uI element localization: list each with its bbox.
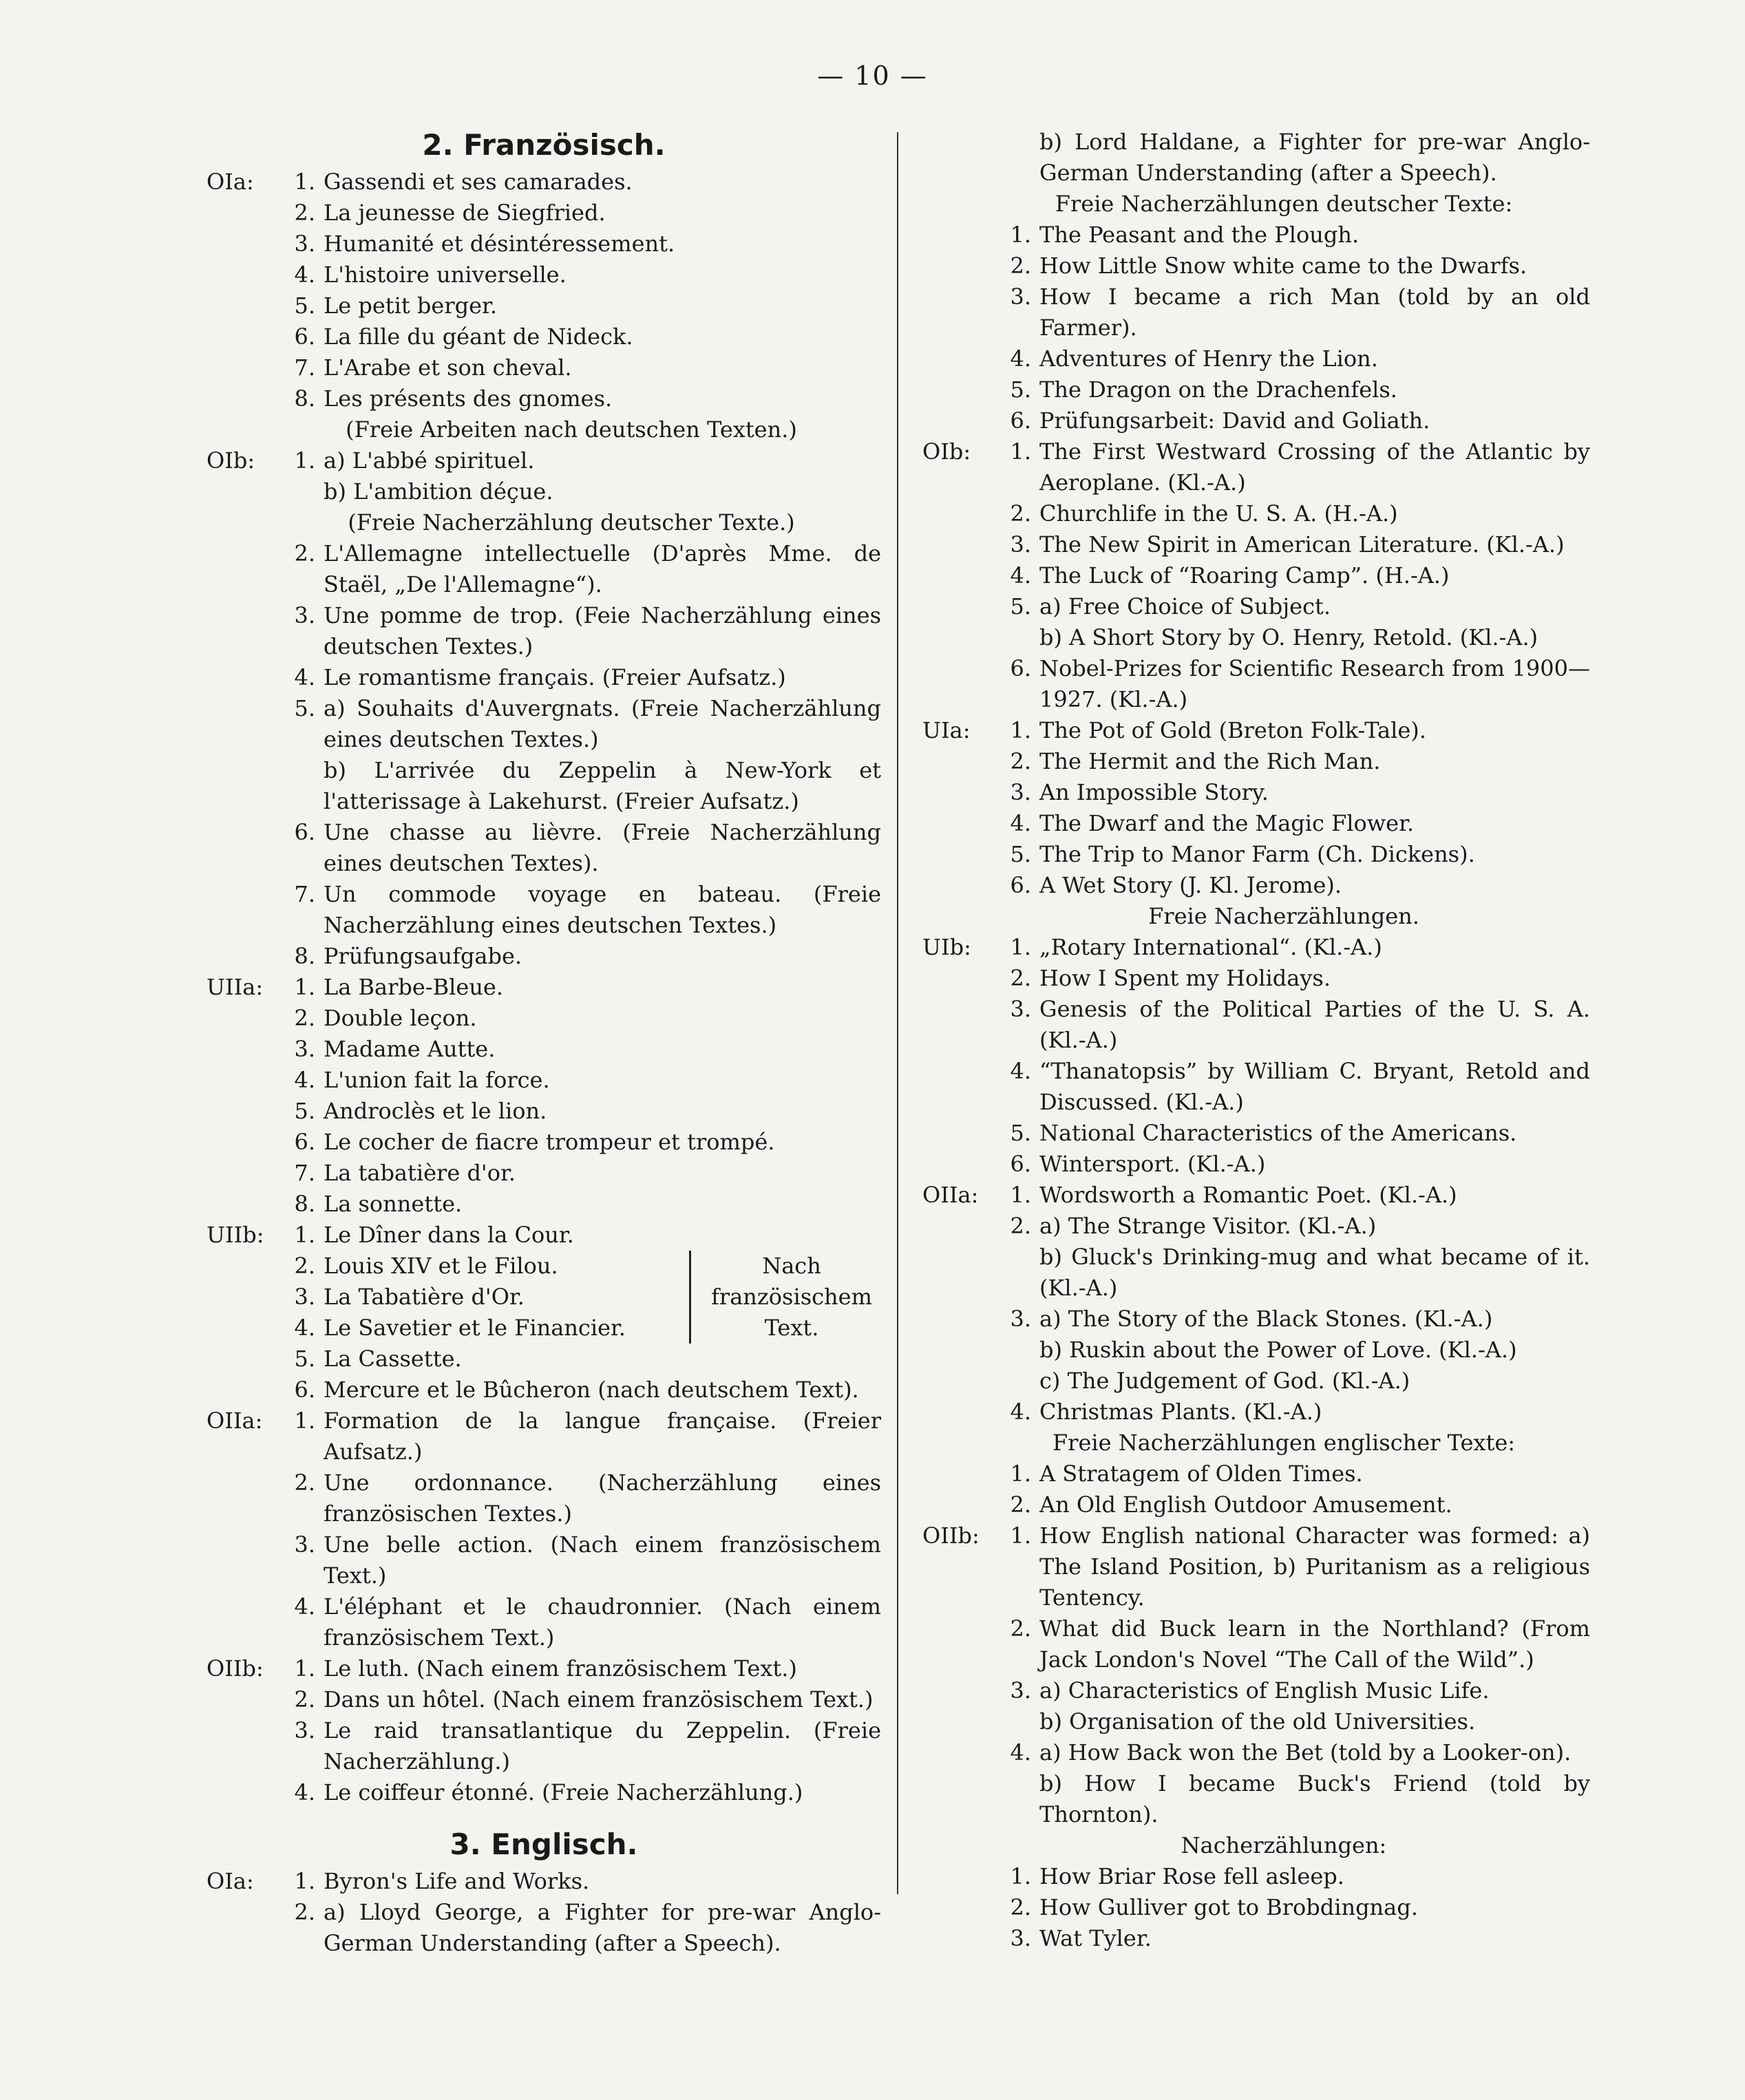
item-text: Le Savetier et le Financier. bbox=[324, 1315, 626, 1341]
item-number: 1. bbox=[294, 1408, 315, 1434]
list-item bbox=[207, 1406, 881, 1467]
item-number: 3. bbox=[1010, 531, 1031, 558]
list-item bbox=[922, 839, 1590, 870]
item-number: 1. bbox=[294, 974, 315, 1000]
item-text: How I Spent my Holidays. bbox=[1039, 965, 1331, 991]
item-number: 4. bbox=[294, 262, 315, 288]
item-number: 6. bbox=[294, 1377, 315, 1403]
item-text: Gassendi et ses camarades. bbox=[324, 169, 633, 195]
list-item bbox=[922, 1459, 1590, 1489]
list-item bbox=[207, 321, 881, 352]
list-item bbox=[207, 1467, 881, 1529]
item-number: 8. bbox=[294, 1191, 315, 1217]
item-number: 2. bbox=[294, 200, 315, 226]
item-text: Wat Tyler. bbox=[1039, 1925, 1152, 1951]
bracketed-group bbox=[207, 1220, 881, 1375]
list-item bbox=[207, 693, 881, 755]
french-list bbox=[207, 1375, 881, 1808]
item-text: Prüfungsarbeit: David and Goliath. bbox=[1039, 407, 1430, 434]
item-number: 6. bbox=[1010, 407, 1031, 434]
item-text: Wintersport. (Kl.-A.) bbox=[1039, 1151, 1266, 1177]
list-item bbox=[922, 436, 1590, 498]
list-item bbox=[922, 653, 1590, 715]
item-text: a) Free Choice of Subject. bbox=[1039, 593, 1331, 619]
item-text: Byron's Life and Works. bbox=[324, 1868, 590, 1894]
item-number: 2. bbox=[1010, 965, 1031, 991]
item-number: 2. bbox=[294, 1686, 315, 1712]
item-number: 4. bbox=[294, 1067, 315, 1093]
item-text: Une pomme de trop. (Feie Nacherzählung eines deutschen Textes.) bbox=[324, 602, 881, 659]
item-text: L'histoire universelle. bbox=[324, 262, 567, 288]
item-number: 4. bbox=[1010, 1739, 1031, 1765]
list-item bbox=[207, 167, 881, 198]
list-item bbox=[922, 1489, 1590, 1520]
item-number: 1. bbox=[1010, 717, 1031, 743]
item-text: La fille du géant de Nideck. bbox=[324, 324, 633, 350]
item-text: Wordsworth a Romantic Poet. (Kl.-A.) bbox=[1039, 1182, 1457, 1208]
list-item bbox=[922, 1861, 1590, 1892]
list-item bbox=[922, 498, 1590, 529]
english-list bbox=[922, 932, 1590, 1428]
item-number: 2. bbox=[1010, 1213, 1031, 1239]
list-item bbox=[922, 251, 1590, 282]
list-item bbox=[922, 777, 1590, 808]
item-text: b) Organisation of the old Universities. bbox=[1039, 1708, 1476, 1735]
list-item bbox=[207, 290, 881, 321]
item-text: “Thanatopsis” by William C. Bryant, Retold and Discussed. (Kl.-A.) bbox=[1039, 1058, 1590, 1115]
item-number: 4. bbox=[1010, 562, 1031, 588]
item-number: 4. bbox=[294, 664, 315, 690]
item-number: 1. bbox=[1010, 1182, 1031, 1208]
item-number: 2. bbox=[294, 1253, 315, 1279]
item-text: Le romantisme français. (Freier Aufsatz.) bbox=[324, 664, 786, 690]
list-item bbox=[207, 445, 881, 476]
item-number: 1. bbox=[294, 447, 315, 474]
item-number: 2. bbox=[1010, 748, 1031, 774]
item-number: 1. bbox=[1010, 1461, 1031, 1487]
item-text: Mercure et le Bûcheron (nach deutschem Text). bbox=[324, 1377, 859, 1403]
item-text: Une ordonnance. (Nacherzählung eines französischen Textes.) bbox=[324, 1470, 881, 1527]
item-number: 5. bbox=[294, 1346, 315, 1372]
list-item bbox=[922, 1211, 1590, 1242]
item-number: 4. bbox=[1010, 346, 1031, 372]
item-number: 4. bbox=[1010, 1399, 1031, 1425]
list-item bbox=[922, 963, 1590, 994]
left-column bbox=[207, 127, 881, 1959]
item-text: How Gulliver got to Brobdingnag. bbox=[1039, 1894, 1418, 1920]
list-item bbox=[207, 1591, 881, 1653]
section-note: Freie Nacherzählungen deutscher Texte: bbox=[1055, 191, 1513, 217]
list-item bbox=[207, 972, 881, 1003]
list-item bbox=[922, 1892, 1590, 1923]
item-text: Le petit berger. bbox=[324, 293, 497, 319]
english-list bbox=[922, 220, 1590, 901]
item-text: c) The Judgement of God. (Kl.-A.) bbox=[1039, 1368, 1410, 1394]
item-text: How Briar Rose fell asleep. bbox=[1039, 1863, 1344, 1889]
item-number: 5. bbox=[1010, 593, 1031, 619]
class-label: OIIa: bbox=[922, 1182, 979, 1208]
class-label: UIa: bbox=[922, 717, 971, 743]
list-item bbox=[922, 1335, 1590, 1366]
list-item bbox=[922, 808, 1590, 839]
list-item bbox=[922, 1613, 1590, 1675]
list-item bbox=[207, 755, 881, 817]
item-text: Prüfungsaufgabe. bbox=[324, 943, 522, 969]
list-item bbox=[207, 1684, 881, 1715]
item-text: La sonnette. bbox=[324, 1191, 463, 1217]
item-number: 5. bbox=[1010, 1120, 1031, 1146]
list-item bbox=[922, 1056, 1590, 1118]
list-item bbox=[207, 1034, 881, 1065]
item-text: How English national Character was formed: a) The Island Position, b) Puritanism as a religious Tentency. bbox=[1039, 1523, 1590, 1611]
list-item bbox=[922, 1675, 1590, 1706]
item-text: a) The Strange Visitor. (Kl.-A.) bbox=[1039, 1213, 1377, 1239]
list-item bbox=[922, 1520, 1590, 1613]
item-number: 4. bbox=[1010, 810, 1031, 836]
item-number: 2. bbox=[1010, 1894, 1031, 1920]
item-text: Nobel-Prizes for Scientific Research from 1900—1927. (Kl.-A.) bbox=[1039, 655, 1590, 712]
class-label: OIa: bbox=[207, 169, 254, 195]
item-number: 3. bbox=[1010, 996, 1031, 1022]
item-text: The Dwarf and the Magic Flower. bbox=[1039, 810, 1415, 836]
list-item bbox=[207, 1251, 684, 1282]
list-item bbox=[207, 1220, 684, 1251]
item-text: The New Spirit in American Literature. (Kl.-A.) bbox=[1039, 531, 1565, 558]
item-number: 7. bbox=[294, 1160, 315, 1186]
english-list bbox=[922, 1459, 1590, 1830]
item-number: 5. bbox=[294, 695, 315, 721]
list-item bbox=[922, 1149, 1590, 1180]
list-item bbox=[207, 383, 881, 414]
list-item bbox=[922, 1180, 1590, 1211]
item-text: La Tabatière d'Or. bbox=[324, 1284, 525, 1310]
item-text: a) The Story of the Black Stones. (Kl.-A.) bbox=[1039, 1306, 1493, 1332]
list-item bbox=[922, 529, 1590, 560]
class-label: OIIb: bbox=[922, 1523, 980, 1549]
item-text: b) L'arrivée du Zeppelin à New-York et l'atterissage à Lakehurst. (Freier Aufsatz.) bbox=[324, 757, 881, 814]
list-item bbox=[207, 1127, 881, 1158]
item-number: 1. bbox=[1010, 1523, 1031, 1549]
list-item bbox=[207, 1158, 881, 1189]
item-number: 3. bbox=[294, 1531, 315, 1558]
class-label: UIIb: bbox=[207, 1222, 264, 1248]
list-item bbox=[922, 282, 1590, 343]
item-text: Le raid transatlantique du Zeppelin. (Freie Nacherzählung.) bbox=[324, 1717, 881, 1774]
list-item bbox=[922, 1304, 1590, 1335]
list-item bbox=[922, 374, 1590, 405]
list-item bbox=[207, 352, 881, 383]
section-note: (Freie Nacherzählung deutscher Texte.) bbox=[348, 509, 795, 535]
item-number: 3. bbox=[1010, 779, 1031, 805]
group-label: Nach französischem Text. bbox=[689, 1251, 881, 1344]
item-number: 5. bbox=[1010, 376, 1031, 403]
list-item bbox=[922, 220, 1590, 251]
list-item bbox=[207, 1866, 881, 1897]
item-number: 1. bbox=[1010, 934, 1031, 960]
list-item bbox=[922, 870, 1590, 901]
class-label: UIIa: bbox=[207, 974, 264, 1000]
item-text: Dans un hôtel. (Nach einem französischem Text.) bbox=[324, 1686, 874, 1712]
item-text: b) A Short Story by O. Henry, Retold. (Kl.-A.) bbox=[1039, 624, 1538, 650]
item-text: The Trip to Manor Farm (Ch. Dickens). bbox=[1039, 841, 1475, 867]
list-item bbox=[207, 941, 881, 972]
item-text: Double leçon. bbox=[324, 1005, 477, 1031]
list-item bbox=[922, 1706, 1590, 1737]
item-text: Adventures of Henry the Lion. bbox=[1039, 346, 1378, 372]
item-text: b) How I became Buck's Friend (told by Thornton). bbox=[1039, 1770, 1590, 1827]
item-text: Les présents des gnomes. bbox=[324, 385, 613, 412]
item-number: 2. bbox=[294, 540, 315, 566]
item-number: 6. bbox=[294, 819, 315, 845]
list-item bbox=[207, 1003, 881, 1034]
list-item bbox=[207, 1375, 881, 1406]
item-number: 6. bbox=[294, 324, 315, 350]
item-text: L'union fait la force. bbox=[324, 1067, 550, 1093]
section-heading-english: 3. Englisch. bbox=[450, 1827, 638, 1861]
item-text: Formation de la langue française. (Freier Aufsatz.) bbox=[324, 1408, 881, 1465]
item-number: 2. bbox=[1010, 1492, 1031, 1518]
item-number: 3. bbox=[294, 1717, 315, 1743]
list-item bbox=[207, 1529, 881, 1591]
list-item bbox=[207, 1777, 881, 1808]
item-number: 2. bbox=[1010, 253, 1031, 279]
item-text: La jeunesse de Siegfried. bbox=[324, 200, 606, 226]
class-label: UIb: bbox=[922, 934, 971, 960]
item-number: 3. bbox=[294, 1284, 315, 1310]
item-text: The First Westward Crossing of the Atlantic by Aeroplane. (Kl.-A.) bbox=[1039, 438, 1590, 496]
item-text: Le Dîner dans la Cour. bbox=[324, 1222, 574, 1248]
item-text: La Cassette. bbox=[324, 1346, 462, 1372]
item-number: 1. bbox=[294, 1222, 315, 1248]
item-number: 3. bbox=[1010, 284, 1031, 310]
list-item bbox=[207, 600, 881, 662]
item-text: Madame Autte. bbox=[324, 1036, 496, 1062]
list-item bbox=[207, 476, 881, 507]
item-number: 4. bbox=[1010, 1058, 1031, 1084]
list-item bbox=[207, 1897, 881, 1959]
item-number: 2. bbox=[1010, 500, 1031, 527]
item-number: 2. bbox=[294, 1899, 315, 1925]
list-item bbox=[922, 591, 1590, 622]
item-number: 5. bbox=[1010, 841, 1031, 867]
item-text: Genesis of the Political Parties of the U. S. A. (Kl.-A.) bbox=[1039, 996, 1590, 1053]
column-divider bbox=[897, 132, 898, 1894]
list-item bbox=[922, 560, 1590, 591]
item-number: 1. bbox=[1010, 438, 1031, 465]
item-text: L'Allemagne intellectuelle (D'après Mme. de Staël, „De l'Allemagne“). bbox=[324, 540, 881, 597]
item-number: 8. bbox=[294, 385, 315, 412]
class-label: OIIa: bbox=[207, 1408, 263, 1434]
item-text: b) Gluck's Drinking-mug and what became of it. (Kl.-A.) bbox=[1039, 1244, 1590, 1301]
item-text: A Wet Story (J. Kl. Jerome). bbox=[1039, 872, 1342, 898]
item-number: 1. bbox=[1010, 222, 1031, 248]
item-text: Churchlife in the U. S. A. (H.-A.) bbox=[1039, 500, 1398, 527]
list-item bbox=[207, 229, 881, 259]
list-item bbox=[207, 1282, 684, 1313]
item-text: National Characteristics of the Americans. bbox=[1039, 1120, 1517, 1146]
item-text: Louis XIV et le Filou. bbox=[324, 1253, 558, 1279]
page-number: — 10 — bbox=[817, 61, 928, 91]
list-item bbox=[922, 715, 1590, 746]
item-text: Le coiffeur étonné. (Freie Nacherzählung.) bbox=[324, 1779, 803, 1805]
class-label: OIb: bbox=[207, 447, 255, 474]
english-list bbox=[207, 1866, 881, 1959]
list-item bbox=[207, 1653, 881, 1684]
item-text: What did Buck learn in the Northland? (From Jack London's Novel “The Call of the Wild”.) bbox=[1039, 1615, 1590, 1673]
item-text: La tabatière d'or. bbox=[324, 1160, 516, 1186]
list-item bbox=[922, 1366, 1590, 1397]
item-text: Le luth. (Nach einem französischem Text.) bbox=[324, 1655, 797, 1682]
french-list bbox=[207, 538, 881, 1220]
list-item bbox=[922, 746, 1590, 777]
list-item bbox=[207, 1313, 684, 1344]
item-text: The Hermit and the Rich Man. bbox=[1039, 748, 1381, 774]
list-item bbox=[922, 622, 1590, 653]
item-text: Christmas Plants. (Kl.-A.) bbox=[1039, 1399, 1322, 1425]
item-text: b) Ruskin about the Power of Love. (Kl.-A.) bbox=[1039, 1337, 1517, 1363]
item-text: „Rotary International“. (Kl.-A.) bbox=[1039, 934, 1382, 960]
item-number: 3. bbox=[294, 1036, 315, 1062]
item-text: La Barbe-Bleue. bbox=[324, 974, 504, 1000]
item-text: b) L'ambition déçue. bbox=[324, 478, 553, 505]
item-number: 3. bbox=[294, 231, 315, 257]
item-text: Une chasse au lièvre. (Freie Nacherzählung eines deutschen Textes). bbox=[324, 819, 881, 876]
right-column bbox=[922, 127, 1590, 1954]
list-item bbox=[207, 817, 881, 879]
item-number: 3. bbox=[1010, 1925, 1031, 1951]
item-number: 8. bbox=[294, 943, 315, 969]
list-item bbox=[207, 1189, 881, 1220]
french-list bbox=[207, 167, 881, 414]
section-note: (Freie Arbeiten nach deutschen Texten.) bbox=[346, 416, 797, 443]
list-item bbox=[922, 1118, 1590, 1149]
section-note: Freie Nacherzählungen. bbox=[1148, 903, 1419, 929]
list-item bbox=[207, 1344, 684, 1375]
item-text: A Stratagem of Olden Times. bbox=[1039, 1461, 1363, 1487]
item-text: a) How Back won the Bet (told by a Looker-on). bbox=[1039, 1739, 1572, 1765]
item-text: a) Souhaits d'Auvergnats. (Freie Nacherzählung eines deutschen Textes.) bbox=[324, 695, 881, 752]
item-text: An Impossible Story. bbox=[1039, 779, 1269, 805]
item-text: Un commode voyage en bateau. (Freie Nacherzählung eines deutschen Textes.) bbox=[324, 881, 881, 938]
english-list bbox=[922, 127, 1590, 189]
item-text: Androclès et le lion. bbox=[324, 1098, 547, 1124]
item-number: 2. bbox=[294, 1470, 315, 1496]
item-text: Humanité et désintéressement. bbox=[324, 231, 675, 257]
section-note: Freie Nacherzählungen englischer Texte: bbox=[1052, 1430, 1516, 1456]
item-text: Une belle action. (Nach einem französischem Text.) bbox=[324, 1531, 881, 1589]
item-text: b) Lord Haldane, a Fighter for pre-war Anglo-German Understanding (after a Speech). bbox=[1039, 129, 1590, 186]
item-text: The Pot of Gold (Breton Folk-Tale). bbox=[1039, 717, 1426, 743]
list-item bbox=[207, 259, 881, 290]
item-number: 4. bbox=[294, 1779, 315, 1805]
english-list bbox=[922, 1861, 1590, 1954]
item-text: Le cocher de fiacre trompeur et trompé. bbox=[324, 1129, 775, 1155]
item-number: 4. bbox=[294, 1315, 315, 1341]
french-list bbox=[207, 445, 881, 507]
item-text: L'éléphant et le chaudronnier. (Nach einem französischem Text.) bbox=[324, 1593, 881, 1651]
list-item bbox=[207, 1065, 881, 1096]
list-item bbox=[207, 879, 881, 941]
item-number: 2. bbox=[294, 1005, 315, 1031]
item-text: a) Lloyd George, a Fighter for pre-war Anglo-German Understanding (after a Speech). bbox=[324, 1899, 881, 1956]
list-item bbox=[922, 1768, 1590, 1830]
item-number: 1. bbox=[294, 169, 315, 195]
item-text: a) Characteristics of English Music Life. bbox=[1039, 1677, 1490, 1704]
item-text: The Dragon on the Drachenfels. bbox=[1039, 376, 1397, 403]
french-list bbox=[207, 1220, 684, 1375]
item-text: The Luck of “Roaring Camp”. (H.-A.) bbox=[1039, 562, 1450, 588]
list-item bbox=[922, 994, 1590, 1056]
list-item bbox=[922, 343, 1590, 374]
item-text: a) L'abbé spirituel. bbox=[324, 447, 535, 474]
item-text: An Old English Outdoor Amusement. bbox=[1039, 1492, 1452, 1518]
item-number: 7. bbox=[294, 881, 315, 907]
list-item bbox=[922, 1397, 1590, 1428]
item-text: The Peasant and the Plough. bbox=[1039, 222, 1360, 248]
item-text: L'Arabe et son cheval. bbox=[324, 354, 572, 381]
item-number: 3. bbox=[1010, 1677, 1031, 1704]
list-item bbox=[922, 127, 1590, 189]
list-item bbox=[922, 932, 1590, 963]
item-number: 3. bbox=[294, 602, 315, 628]
list-item bbox=[922, 1737, 1590, 1768]
list-item bbox=[922, 1923, 1590, 1954]
item-number: 3. bbox=[1010, 1306, 1031, 1332]
item-text: How I became a rich Man (told by an old Farmer). bbox=[1039, 284, 1590, 341]
list-item bbox=[207, 1096, 881, 1127]
list-item bbox=[207, 662, 881, 693]
item-number: 2. bbox=[1010, 1615, 1031, 1642]
item-number: 1. bbox=[1010, 1863, 1031, 1889]
class-label: OIa: bbox=[207, 1868, 254, 1894]
item-number: 1. bbox=[294, 1655, 315, 1682]
item-number: 6. bbox=[1010, 655, 1031, 681]
item-text: How Little Snow white came to the Dwarfs. bbox=[1039, 253, 1527, 279]
class-label: OIIb: bbox=[207, 1655, 264, 1682]
item-number: 6. bbox=[1010, 1151, 1031, 1177]
list-item bbox=[207, 1715, 881, 1777]
item-number: 7. bbox=[294, 354, 315, 381]
item-number: 4. bbox=[294, 1593, 315, 1620]
item-number: 5. bbox=[294, 1098, 315, 1124]
item-number: 1. bbox=[294, 1868, 315, 1894]
list-item bbox=[922, 1242, 1590, 1304]
list-item bbox=[207, 538, 881, 600]
section-note: Nacherzählungen: bbox=[1181, 1832, 1387, 1858]
item-number: 6. bbox=[294, 1129, 315, 1155]
item-number: 6. bbox=[1010, 872, 1031, 898]
section-heading-french: 2. Französisch. bbox=[422, 128, 666, 162]
list-item bbox=[922, 405, 1590, 436]
class-label: OIb: bbox=[922, 438, 971, 465]
list-item bbox=[207, 198, 881, 229]
item-number: 5. bbox=[294, 293, 315, 319]
